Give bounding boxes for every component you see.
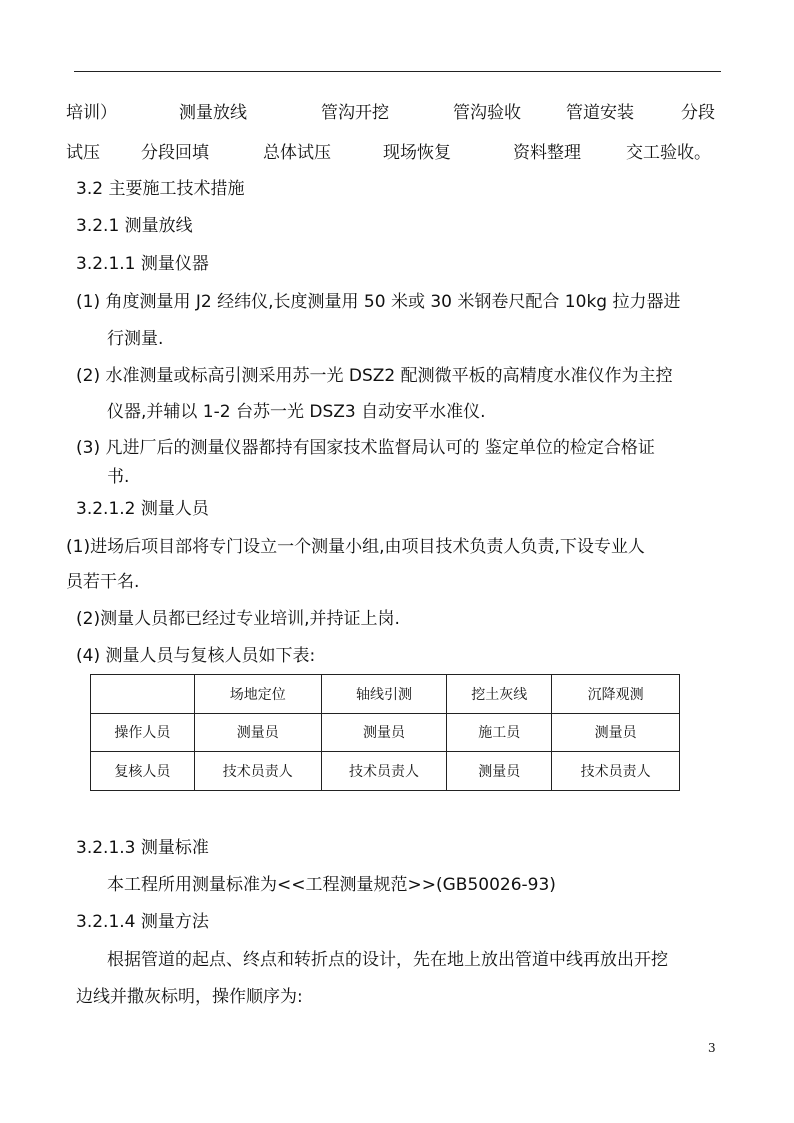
personnel-item-4: (4) 测量人员与复核人员如下表: [76,646,316,666]
table-cell: 测量员 [194,713,321,752]
personnel-item-2: (2)测量人员都已经过专业培训,并持证上岗. [76,609,400,629]
table-header-cell [91,675,195,714]
table-header-row [91,675,680,714]
flow-step: 管沟验收 [453,103,521,123]
flow-step: 分段 [681,103,715,123]
section-heading: 3.2.1.4 测量方法 [76,912,209,932]
section-heading: 3.2.1.3 测量标准 [76,838,209,858]
instrument-item-3: (3) 凡进厂后的测量仪器都持有国家技术监督局认可的 鉴定单位的检定合格证 [76,438,655,458]
table-row [91,752,680,791]
table-cell: 测量员 [552,713,680,752]
table-header-cell: 场地定位 [194,675,321,714]
personnel-item-1: (1)进场后项目部将专门设立一个测量小组,由项目技术负责人负责,下设专业人 [66,537,645,557]
flow-step: 试压 [66,143,100,163]
flow-step: 总体试压 [263,143,331,163]
table-cell: 技术员责人 [321,752,447,791]
table-cell: 技术员责人 [194,752,321,791]
staff-table [90,674,680,791]
instrument-item-2: (2) 水准测量或标高引测采用苏一光 DSZ2 配测微平板的高精度水准仪作为主控 [76,366,673,386]
method-text-cont: 边线并撒灰标明，操作顺序为: [76,987,303,1007]
table-header-cell: 沉降观测 [552,675,680,714]
table-cell: 操作人员 [91,713,195,752]
instrument-item-2-cont: 仪器,并辅以 1-2 台苏一光 DSZ3 自动安平水准仪. [107,402,486,422]
flow-step: 培训） [66,103,117,123]
table-cell: 测量员 [447,752,552,791]
table-cell: 技术员责人 [552,752,680,791]
flow-step: 资料整理 [513,143,581,163]
method-text: 根据管道的起点、终点和转折点的设计，先在地上放出管道中线再放出开挖 [107,950,668,970]
table-cell: 复核人员 [91,752,195,791]
instrument-item-3-cont: 书. [107,467,130,487]
instrument-item-1-cont: 行测量. [107,329,164,349]
section-heading: 3.2.1.2 测量人员 [76,499,209,519]
section-heading: 3.2 主要施工技术措施 [76,179,245,199]
flow-step: 交工验收。 [626,143,711,163]
table-cell: 施工员 [447,713,552,752]
flow-step: 测量放线 [179,103,247,123]
flow-step: 管沟开挖 [321,103,389,123]
flow-step: 现场恢复 [383,143,451,163]
header-rule [74,71,721,72]
table-cell: 测量员 [321,713,447,752]
section-heading: 3.2.1.1 测量仪器 [76,254,209,274]
standard-text: 本工程所用测量标准为<<工程测量规范>>(GB50026-93) [107,875,556,895]
table-header-cell: 挖土灰线 [447,675,552,714]
personnel-item-1-cont: 员若干名. [66,572,140,592]
page-number: 3 [708,1041,716,1055]
flow-step: 分段回填 [141,143,209,163]
table-header-cell: 轴线引测 [321,675,447,714]
section-heading: 3.2.1 测量放线 [76,216,193,236]
table-row [91,713,680,752]
instrument-item-1: (1) 角度测量用 J2 经纬仪,长度测量用 50 米或 30 米钢卷尺配合 10kg 拉力器进 [76,292,681,312]
flow-step: 管道安装 [566,103,634,123]
